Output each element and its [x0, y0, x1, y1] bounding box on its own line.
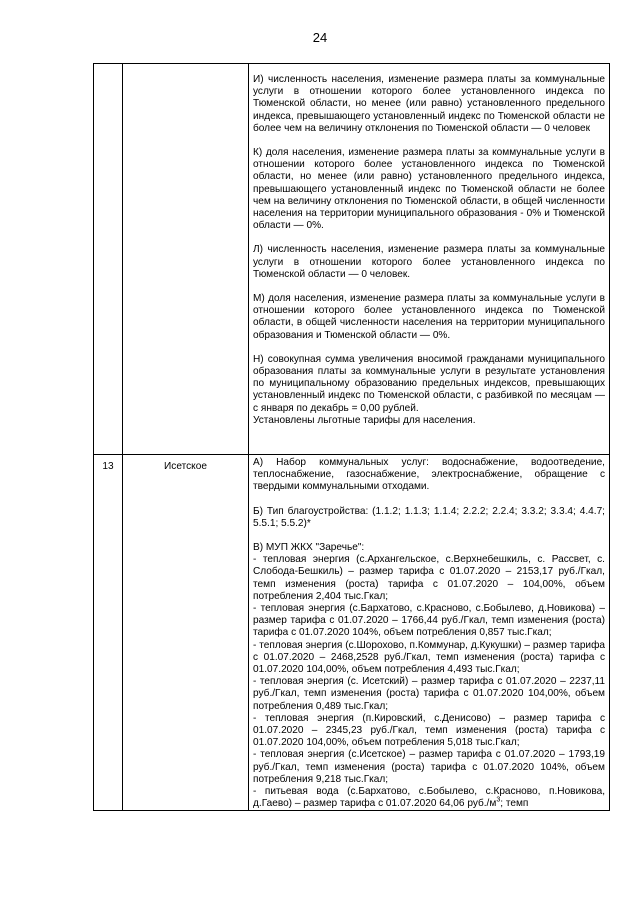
tariff-item-water: - питьевая вода (с.Бархатово, с.Бобылево, с.Красново, п.Новикова, д.Гаево) – размер тарифа с 01.07.2020 64,06 $руб./м^3$; темп	[253, 786, 605, 810]
page-number: 24	[312, 30, 328, 45]
paragraph-n: Н) совокупная сумма увеличения вносимой гражданами муниципального образования платы за коммунальные услуги в результате установления по муниципальному образованию предельных индексов, превышающих установленный индекс по Тюменской области, с разбивкой по месяцам — с января по декабрь = 0,00 рублей.	[253, 353, 605, 414]
tariff-item: - тепловая энергия (с.Бархатово, с.Красново, с.Бобылево, д.Новикова) – размер тарифа с 01.07.2020 – 1766,44 руб./Гкал, темп изменения (роста) тарифа с 01.07.2020 104%, объем потребления 0,857 тыс.Гкал;	[253, 603, 605, 639]
paragraph-a: А) Набор коммунальных услуг: водоснабжение, водоотведение, теплоснабжение, газоснабжение, электроснабжение, обращение с твердыми коммунальными отходами.	[253, 457, 605, 493]
table-row	[94, 455, 610, 811]
benefit-tariffs-note: Установлены льготные тарифы для населения.	[253, 414, 476, 426]
description-cell	[249, 455, 610, 811]
municipality-cell	[123, 64, 249, 455]
tariff-item: - тепловая энергия (с.Архангельское, с.Верхнебешкиль, с. Рассвет, с. Слобода-Бешкиль) – размер тарифа с 01.07.2020 – 2153,17 руб./Гкал, темп изменения (роста) тарифа с 01.07.2020 – 104,00%, объем потребления 2,404 тыс.Гкал;	[253, 554, 605, 602]
tariff-item: - тепловая энергия (с. Исетский) – размер тарифа с 01.07.2020 – 2237,11 руб./Гкал, темп изменения (роста) тарифа с 01.07.2020 104,00%, объем потребления 0,489 тыс.Гкал;	[253, 676, 605, 712]
tariff-table	[93, 63, 610, 811]
paragraph-v-title: В) МУП ЖКХ "Заречье":	[253, 542, 365, 554]
tariff-item: - тепловая энергия (п.Кировский, с.Денисово) – размер тарифа с 01.07.2020 – 2345,23 руб./Гкал, темп изменения (роста) тарифа с 01.07.2020 104,00%, объем потребления 5,018 тыс.Гкал;	[253, 712, 605, 749]
paragraph-k: К) доля населения, изменение размера платы за коммунальные услуги в отношении которого более установленного индекса по Тюменской области, но менее (или равно) установленного предельного индекса, превышающего установленный индекс по Тюменской области не более чем на величину отклонения по Тюменской области, в общей численности населения на территории муниципального образования - 0% и Тюменской области — 0%.	[253, 147, 605, 232]
paragraph-i: И) численность населения, изменение размера платы за коммунальные услуги в отношении которого более установленного индекса по Тюменской области, но менее (или равно) установленного предельного индекса, превышающего установленный индекс по Тюменской области не более чем на величину отклонения по Тюменской области — 0 человек	[253, 74, 605, 134]
description-cell	[249, 64, 610, 455]
row-number-cell: 13	[94, 455, 123, 811]
table-row	[94, 64, 610, 455]
tariff-item: - тепловая энергия (с.Шорохово, п.Коммунар, д.Кукушки) – размер тарифа с 01.07.2020 – 2468,2528 руб./Гкал, темп изменения (роста) тарифа с 01.07.2020 104,00%, объем потребления 4,493 тыс.Гкал;	[253, 639, 605, 676]
paragraph-l: Л) численность населения, изменение размера платы за коммунальные услуги в отношении которого более установленного индекса по Тюменской области — 0 человек.	[253, 244, 605, 280]
row-number-cell	[94, 64, 123, 455]
paragraph-m: М) доля населения, изменение размера платы за коммунальные услуги в отношении которого более установленного индекса по Тюменской области, в общей численности населения на территории муниципального образования и Тюменской области — 0%.	[253, 293, 605, 341]
tariff-item: - тепловая энергия (с.Исетское) – размер тарифа с 01.07.2020 – 1793,19 руб./Гкал, темп изменения (роста) тарифа с 01.07.2020 104%, объем потребления 9,218 тыс.Гкал;	[253, 749, 605, 785]
paragraph-b: Б) Тип благоустройства: (1.1.2; 1.1.3; 1.1.4; 2.2.2; 2.2.4; 3.3.2; 3.3.4; 4.4.7; 5.5.1; 5.5.2)*	[253, 505, 605, 529]
municipality-cell: Исетское	[123, 455, 249, 811]
